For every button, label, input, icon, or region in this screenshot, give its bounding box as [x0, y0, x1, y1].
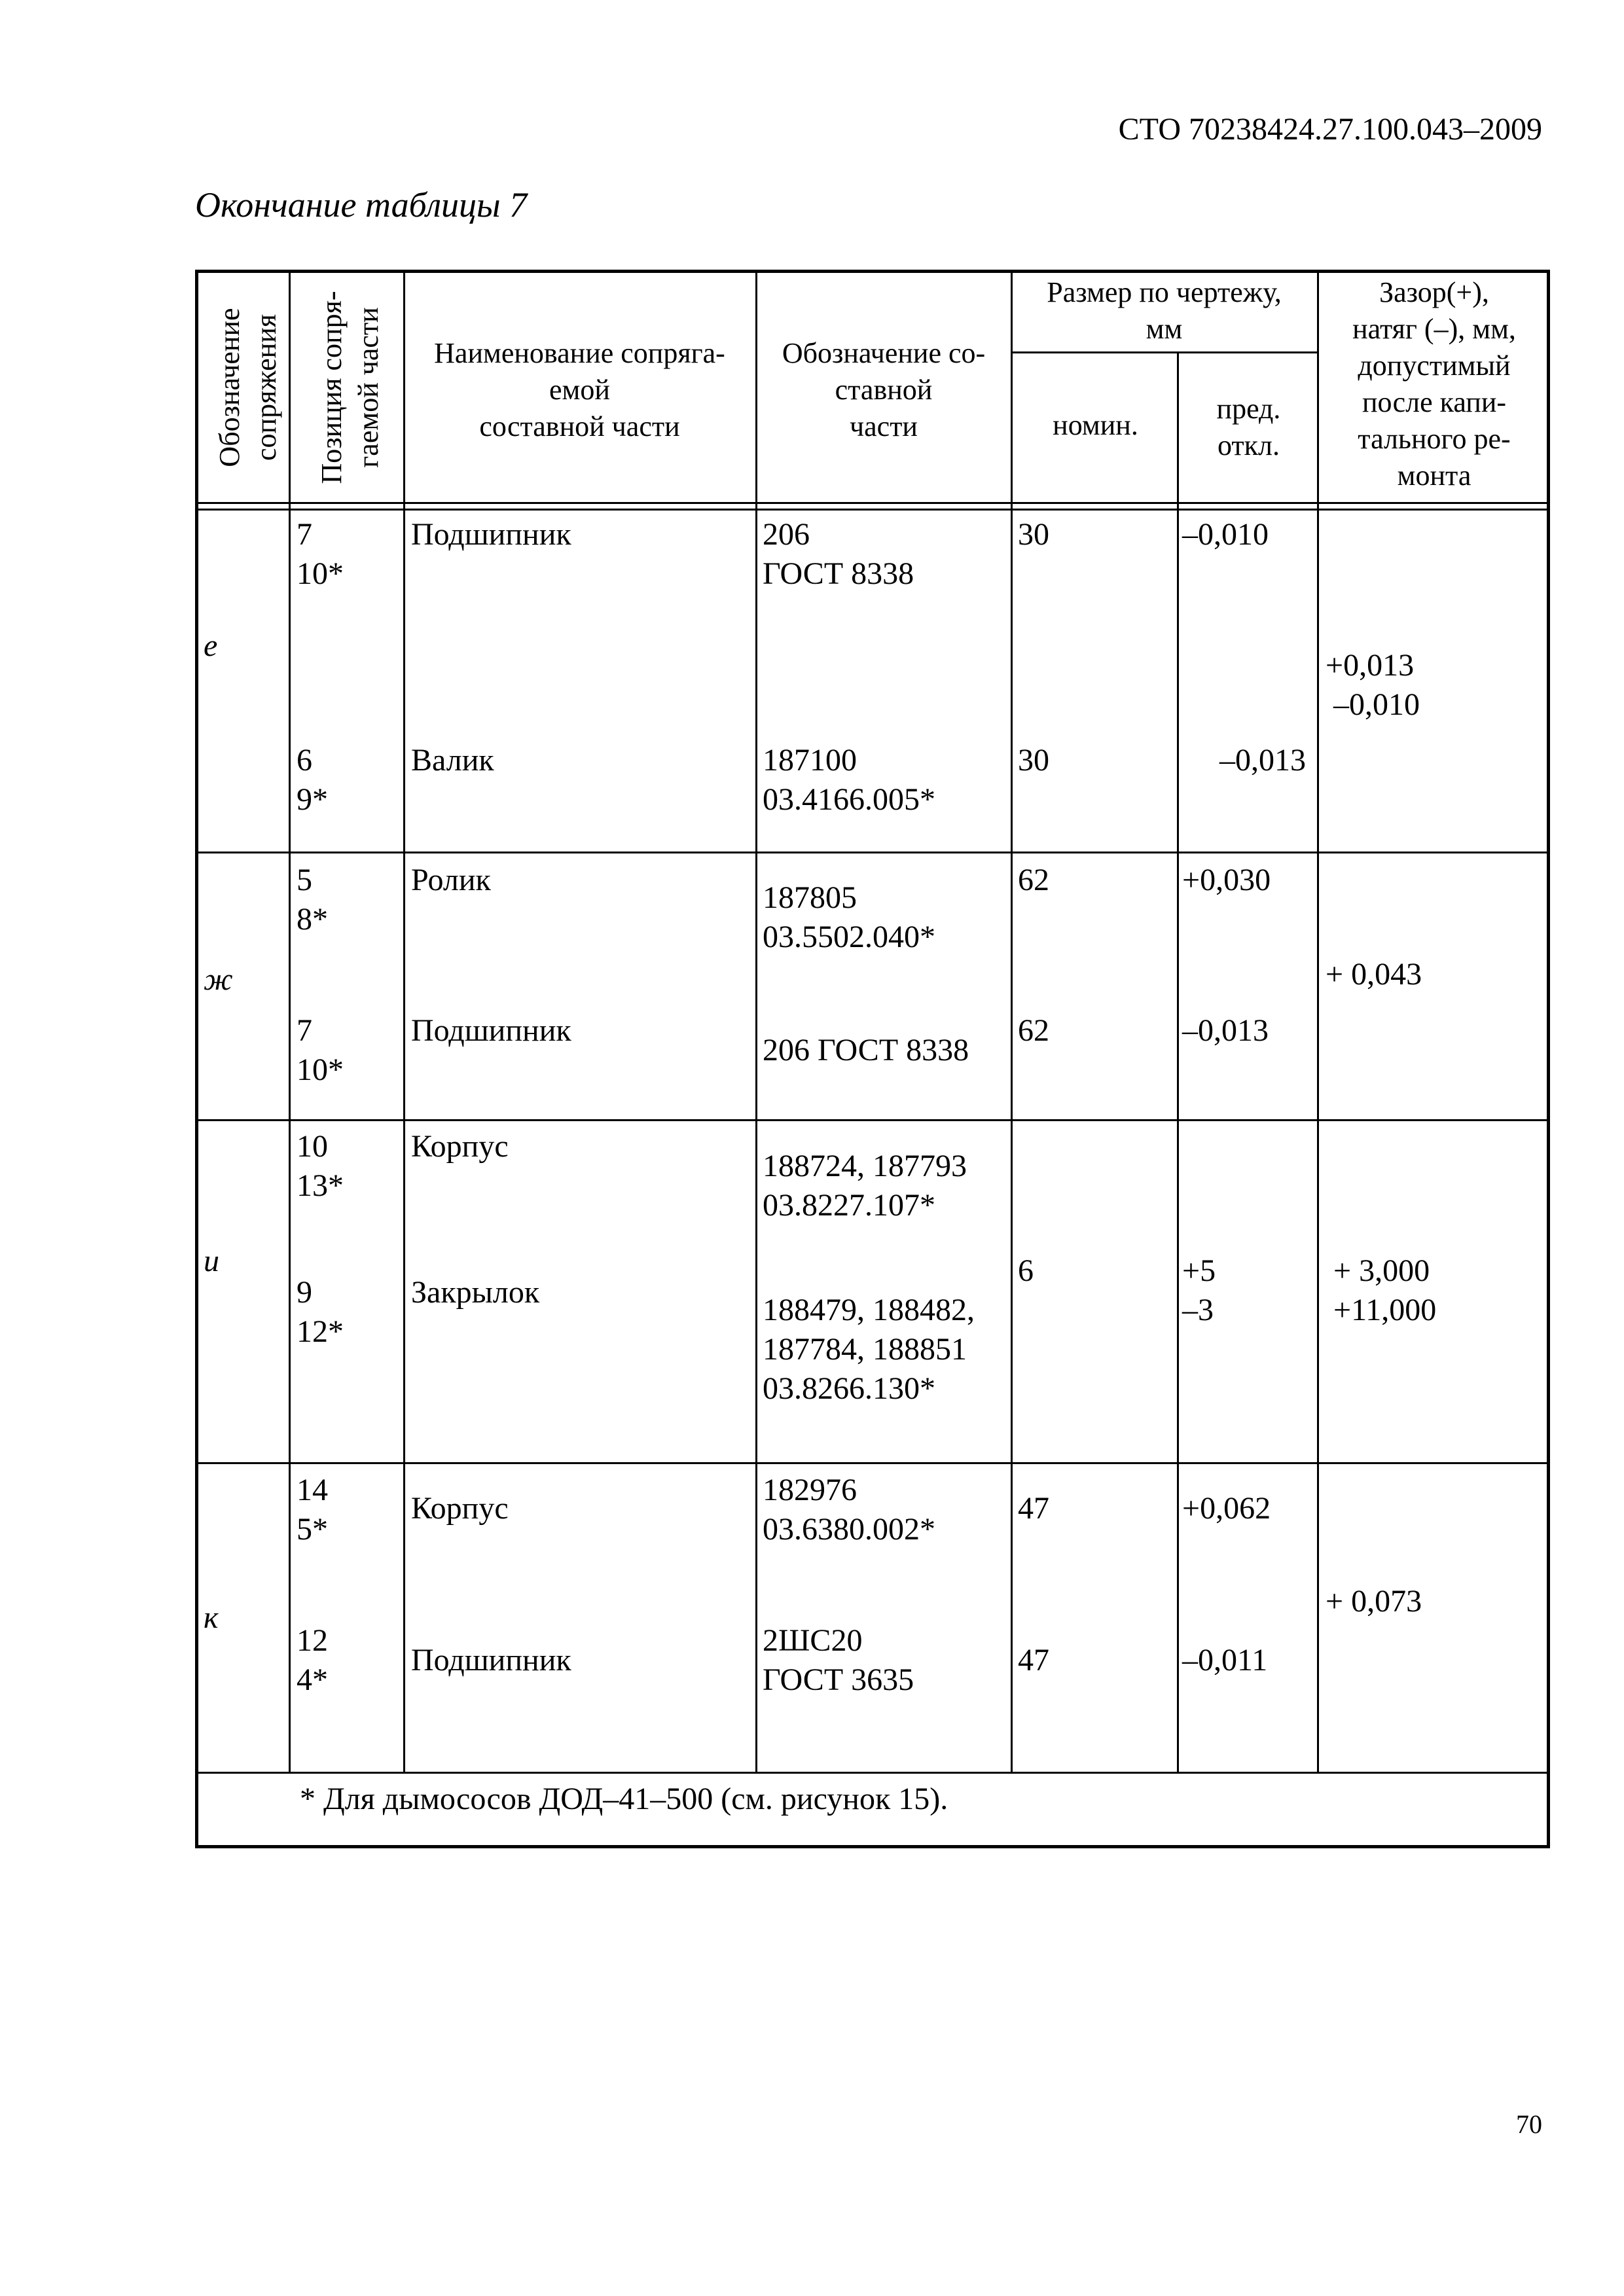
deviation-k-1: +0,062 [1182, 1491, 1271, 1526]
page-number: 70 [1516, 2109, 1542, 2139]
part-name-zh-1: Ролик [411, 863, 491, 897]
header-deviation: пред. откл. [1216, 393, 1281, 461]
part-name-k-1: Корпус [411, 1491, 509, 1526]
part-designation-k-1: 182976 03.6380.002* [763, 1473, 935, 1547]
fit-id-k: к [204, 1600, 219, 1635]
header-part-designation: Обозначение со- ставной части [782, 337, 986, 442]
clearance-e: +0,013 –0,010 [1326, 648, 1420, 722]
part-name-i-1: Корпус [411, 1129, 509, 1164]
deviation-zh-2: –0,013 [1182, 1013, 1269, 1048]
header-nominal: номин. [1053, 409, 1138, 441]
position-zh-1: 5 8* [297, 863, 328, 937]
deviation-e-1: –0,010 [1182, 517, 1269, 552]
document-code: СТО 70238424.27.100.043–2009 [1118, 112, 1542, 147]
header-designation-of-fit: Обозначение сопряжения [213, 308, 282, 467]
nominal-e-2: 30 [1018, 743, 1049, 778]
part-name-e-2: Валик [411, 743, 494, 778]
position-k-2: 12 4* [297, 1623, 328, 1697]
clearance-zh: + 0,043 [1326, 957, 1422, 992]
part-designation-i-2: 188479, 188482, 187784, 188851 03.8266.130* [763, 1293, 975, 1406]
part-designation-zh-2: 206 ГОСТ 8338 [763, 1033, 969, 1067]
fit-id-zh: ж [204, 962, 233, 997]
part-designation-zh-1: 187805 03.5502.040* [763, 880, 935, 954]
part-designation-k-2: 2ШС20 ГОСТ 3635 [763, 1623, 914, 1697]
position-i-1: 10 13* [297, 1129, 344, 1203]
clearance-i: + 3,000 +11,000 [1333, 1253, 1437, 1327]
deviation-k-2: –0,011 [1182, 1643, 1268, 1677]
nominal-zh-1: 62 [1018, 863, 1049, 897]
part-name-i-2: Закрылок [411, 1275, 540, 1310]
header-part-position: Позиция сопря- гаемой части [316, 291, 384, 484]
position-zh-2: 7 10* [297, 1013, 344, 1087]
header-part-name: Наименование сопряга- емой составной части [434, 337, 725, 442]
part-name-k-2: Подшипник [411, 1643, 571, 1677]
fit-id-i: и [204, 1244, 219, 1278]
clearance-k: + 0,073 [1326, 1584, 1422, 1619]
part-designation-e-1: 206 ГОСТ 8338 [763, 517, 914, 591]
header-drawing-size: Размер по чертежу, мм [1047, 276, 1282, 345]
position-i-2: 9 12* [297, 1275, 344, 1349]
position-e-1: 7 10* [297, 517, 344, 591]
deviation-i: +5 –3 [1182, 1253, 1216, 1327]
fit-id-e: е [204, 628, 218, 663]
table-caption: Окончание таблицы 7 [195, 185, 528, 224]
deviation-e-2: –0,013 [1219, 743, 1306, 778]
part-name-e-1: Подшипник [411, 517, 571, 552]
footnote: * Для дымососов ДОД–41–500 (см. рисунок 15). [300, 1782, 948, 1816]
part-designation-e-2: 187100 03.4166.005* [763, 743, 935, 817]
position-k-1: 14 5* [297, 1473, 328, 1547]
nominal-k-1: 47 [1018, 1491, 1049, 1526]
part-designation-i-1: 188724, 187793 03.8227.107* [763, 1149, 967, 1223]
position-e-2: 6 9* [297, 743, 328, 817]
part-name-zh-2: Подшипник [411, 1013, 571, 1048]
nominal-k-2: 47 [1018, 1643, 1049, 1677]
deviation-zh-1: +0,030 [1182, 863, 1271, 897]
nominal-zh-2: 62 [1018, 1013, 1049, 1048]
table-7-end [195, 270, 1550, 1848]
header-clearance: Зазор(+), натяг (–), мм, допустимый после капи- тального ре- монта [1352, 276, 1516, 492]
nominal-e-1: 30 [1018, 517, 1049, 552]
nominal-i: 6 [1018, 1253, 1034, 1288]
